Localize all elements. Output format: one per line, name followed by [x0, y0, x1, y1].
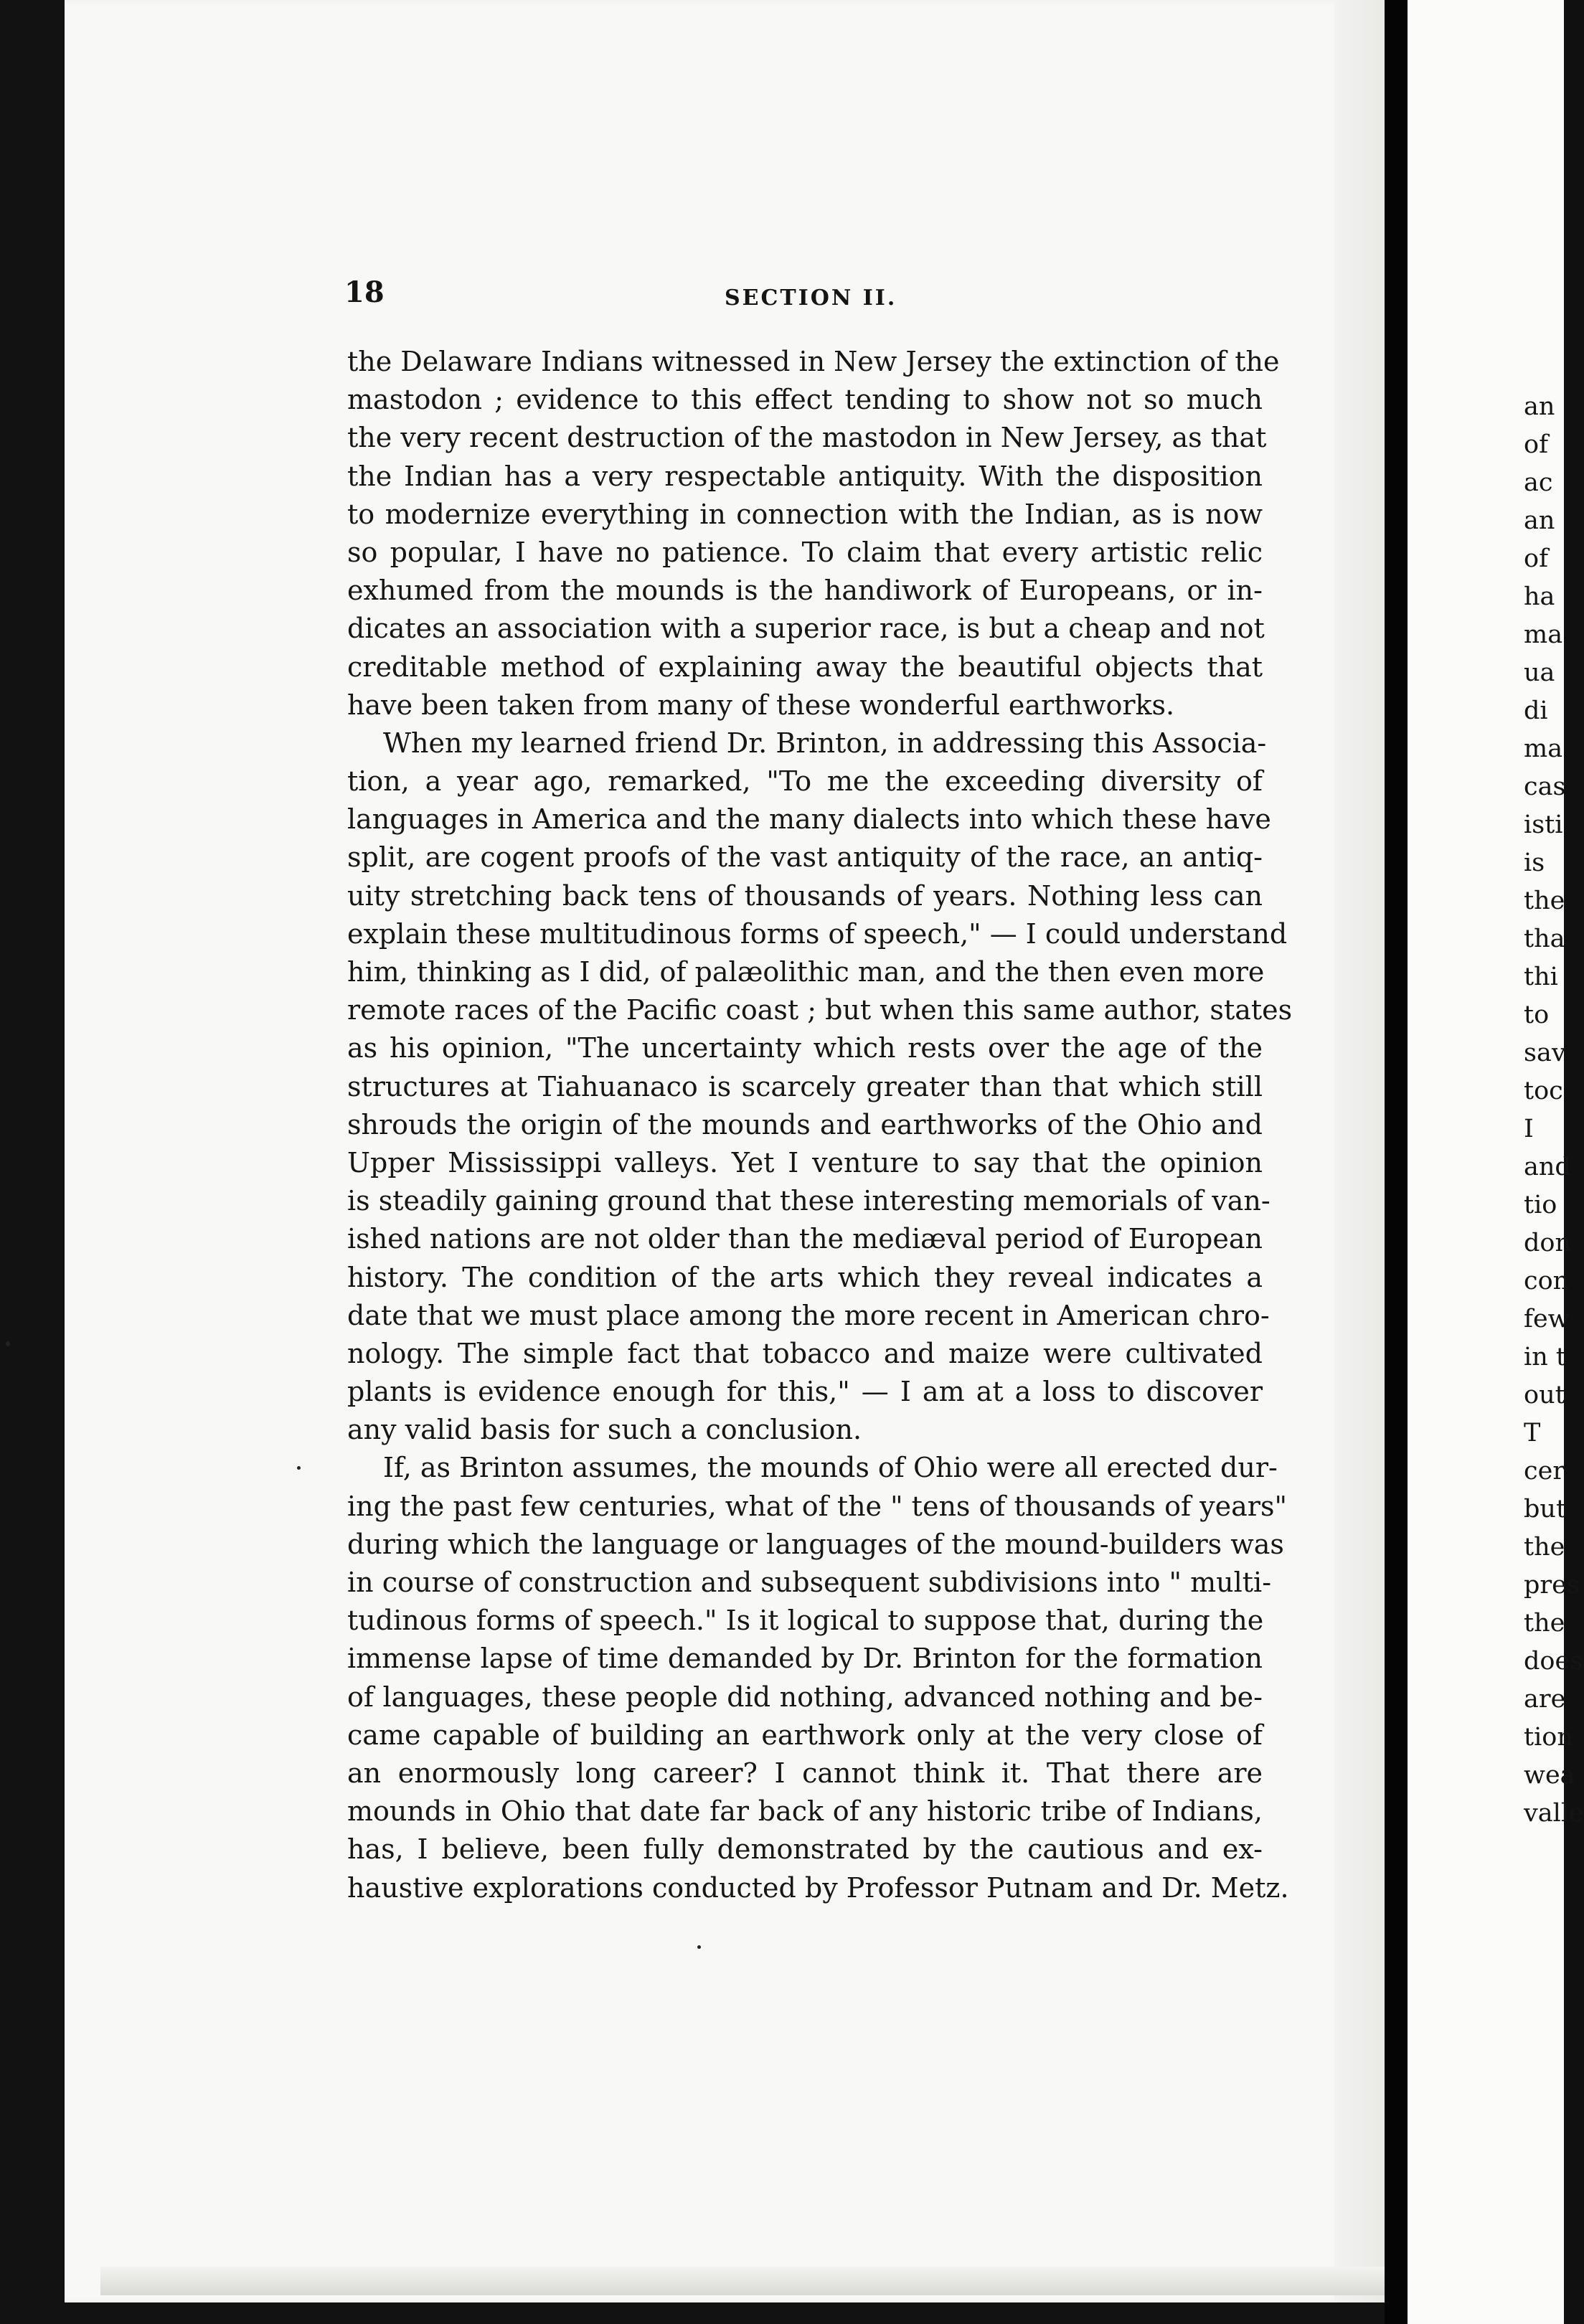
facing-page-fragment: cas [1524, 773, 1566, 801]
facing-page-fragment: to [1524, 1001, 1550, 1029]
text-line: When my learned friend Dr. Brinton, in addressing this Associa- [383, 727, 1267, 759]
facing-page-fragment: ac [1524, 468, 1553, 497]
facing-page-fragment: in t [1524, 1343, 1566, 1371]
text-line: plants is evidence enough for this," — I am at a loss to discover [347, 1376, 1263, 1408]
text-line: dicates an association with a superior race, is but a cheap and not [347, 613, 1265, 645]
facing-page-fragment: T [1524, 1419, 1541, 1447]
scan-speck [697, 1945, 701, 1949]
text-line: is steadily gaining ground that these interesting memorials of van- [347, 1185, 1270, 1217]
text-line: Upper Mississippi valleys. Yet I venture to say that the opinion [347, 1146, 1263, 1178]
facing-page-fragment: an [1524, 392, 1555, 421]
facing-page-fragment: few [1524, 1305, 1570, 1333]
facing-page-fragment: and [1524, 1153, 1571, 1181]
left-page-bottom-edge [100, 2267, 1385, 2295]
facing-page-fragment: di [1524, 696, 1548, 725]
text-line: ished nations are not older than the mediæval period of European [347, 1223, 1263, 1255]
text-line: history. The condition of the arts which they reveal indicates a [347, 1261, 1263, 1293]
text-line: in course of construction and subsequent subdivisions into " multi- [347, 1567, 1272, 1598]
text-line: any valid basis for such a conclusion. [347, 1414, 862, 1446]
facing-page-fragment: are [1524, 1685, 1566, 1714]
facing-page-fragment: does [1524, 1647, 1583, 1676]
text-line: as his opinion, "The uncertainty which rests over the age of the [347, 1032, 1263, 1064]
facing-page-fragment: tion [1524, 1723, 1573, 1752]
page-number: 18 [344, 275, 385, 309]
facing-page-fragment: an [1524, 506, 1555, 535]
text-line: to modernize everything in connection with the Indian, as is now [347, 498, 1263, 530]
facing-page-fragment: the [1524, 1533, 1565, 1562]
text-line: have been taken from many of these wonderful earthworks. [347, 689, 1175, 721]
scan-speck [6, 1341, 10, 1346]
facing-page-fragment: pres [1524, 1571, 1580, 1600]
facing-page-fragment: out [1524, 1381, 1565, 1409]
text-line: an enormously long career? I cannot think it. That there are [347, 1757, 1263, 1789]
running-header: SECTION II. [725, 285, 897, 311]
facing-page-fragment: the [1524, 1609, 1565, 1638]
text-line: the Indian has a very respectable antiquity. With the disposition [347, 460, 1263, 492]
text-line: of languages, these people did nothing, advanced nothing and be- [347, 1681, 1263, 1713]
body-text [347, 343, 1293, 1907]
text-line: came capable of building an earthwork only at the very close of [347, 1719, 1263, 1751]
text-line: languages in America and the many dialects into which these have [347, 803, 1271, 836]
text-line: uity stretching back tens of thousands of years. Nothing less can [347, 879, 1263, 912]
text-line: If, as Brinton assumes, the mounds of Ohio were all erected dur- [383, 1452, 1278, 1484]
facing-page-fragment: wea [1524, 1761, 1575, 1790]
text-line: exhumed from the mounds is the handiwork of Europeans, or in- [347, 575, 1263, 607]
facing-page-fragment: the [1524, 887, 1565, 915]
facing-page-fragment: tha [1524, 925, 1565, 953]
text-line: shrouds the origin of the mounds and earthworks of the Ohio and [347, 1108, 1263, 1140]
facing-page-fragment: ha [1524, 582, 1555, 611]
facing-page-fragment: ma [1524, 620, 1563, 649]
facing-page-fragment: of [1524, 544, 1549, 573]
text-line: creditable method of explaining away the beautiful objects that [347, 651, 1263, 683]
facing-page-fragment: thi [1524, 963, 1558, 991]
text-line: has, I believe, been fully demonstrated by the cautious and ex- [347, 1833, 1263, 1866]
text-line: him, thinking as I did, of palæolithic man, and the then even more [347, 956, 1265, 988]
facing-page-fragment: tio [1524, 1191, 1557, 1219]
text-line: so popular, I have no patience. To claim that every artistic relic [347, 536, 1263, 568]
facing-page-fragment: of [1524, 430, 1549, 459]
text-line: ing the past few centuries, what of the " tens of thousands of years" [347, 1490, 1287, 1522]
text-line: the Delaware Indians witnessed in New Jersey the extinction of the [347, 346, 1280, 377]
facing-page-fragment: toc [1524, 1077, 1563, 1105]
text-line: date that we must place among the more recent in American chro- [347, 1299, 1270, 1331]
text-line: haustive explorations conducted by Professor Putnam and Dr. Metz. [347, 1871, 1289, 1904]
left-page-edge [1334, 0, 1385, 2302]
text-line: during which the language or languages of the mound-builders was [347, 1528, 1284, 1560]
text-line: immense lapse of time demanded by Dr. Brinton for the formation [347, 1643, 1263, 1675]
facing-page-fragment: cer [1524, 1457, 1565, 1485]
text-line: mounds in Ohio that date far back of any historic tribe of Indians, [347, 1795, 1263, 1828]
text-line: split, are cogent proofs of the vast antiquity of the race, an antiq- [347, 841, 1263, 874]
text-line: tion, a year ago, remarked, "To me the exceeding diversity of [347, 765, 1263, 798]
text-line: structures at Tiahuanaco is scarcely greater than that which still [347, 1070, 1263, 1102]
facing-page-fragment: I [1524, 1115, 1534, 1143]
facing-page-fragment: is [1524, 849, 1545, 877]
facing-page-fragment: but [1524, 1495, 1567, 1524]
text-line: nology. The simple fact that tobacco and maize were cultivated [347, 1337, 1263, 1369]
facing-page-fragment: ma [1524, 734, 1563, 763]
book-gutter [1385, 0, 1408, 2324]
facing-page-fragment: sav [1524, 1039, 1566, 1067]
facing-page-fragment: don [1524, 1229, 1572, 1257]
text-line: remote races of the Pacific coast ; but when this same author, states [347, 994, 1293, 1026]
facing-page-fragment: ua [1524, 658, 1555, 687]
text-line: tudinous forms of speech." Is it logical to suppose that, during the [347, 1605, 1264, 1637]
facing-page-fragment: valle [1524, 1799, 1584, 1828]
text-line: mastodon ; evidence to this effect tending to show not so much [347, 384, 1263, 416]
text-line: explain these multitudinous forms of speech," — I could understand [347, 917, 1288, 950]
facing-page-fragment: con [1524, 1267, 1570, 1295]
facing-page-fragment: isti [1524, 811, 1563, 839]
scan-speck [297, 1466, 301, 1470]
text-line: the very recent destruction of the mastodon in New Jersey, as that [347, 422, 1267, 454]
